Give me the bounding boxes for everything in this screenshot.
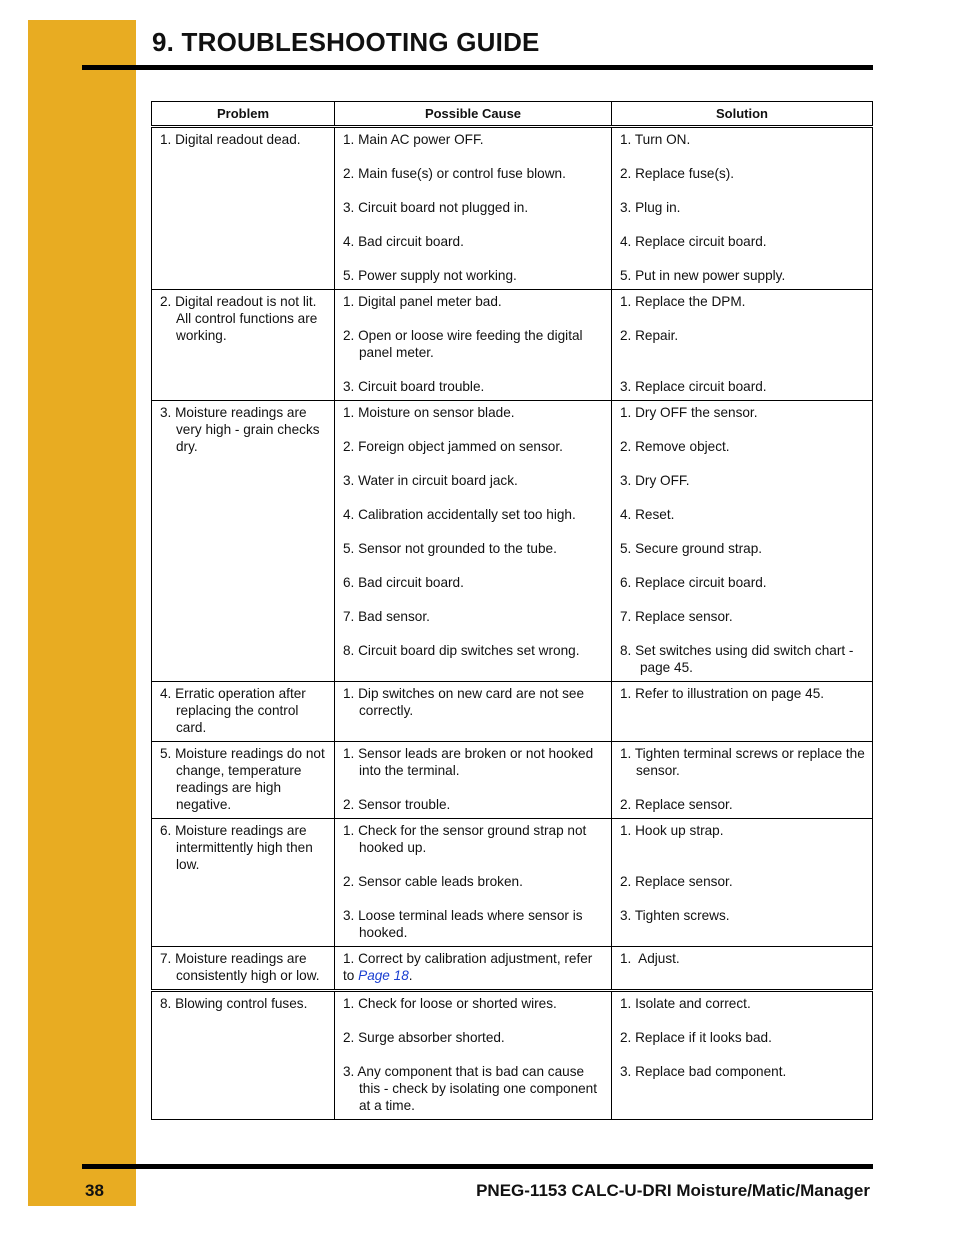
problem-cell [152, 742, 335, 819]
solution-item: 5. Put in new power supply. [620, 268, 786, 283]
solution-item: 2. Replace fuse(s). [620, 166, 735, 181]
solution-cell [612, 991, 873, 1120]
cause-item: 1. Digital panel meter bad. [343, 294, 502, 309]
problem-cell [152, 401, 335, 682]
cause-item: 4. Bad circuit board. [343, 234, 464, 249]
cause-item: 1. Main AC power OFF. [343, 132, 484, 147]
problem-text: 8. Blowing control fuses. [160, 996, 308, 1011]
cause-item: 3. Any component that is bad can cause this - check by isolating one component at a time. [343, 1064, 598, 1113]
solution-item: 3. Replace circuit board. [620, 379, 767, 394]
cause-item: 1. Dip switches on new card are not see correctly. [343, 686, 585, 718]
problem-cell [152, 991, 335, 1120]
cause-item: 3. Loose terminal leads where sensor is hooked. [343, 908, 583, 940]
cause-item: 3. Circuit board not plugged in. [343, 200, 529, 215]
solution-item: 1. Turn ON. [620, 132, 691, 147]
problem-text: 7. Moisture readings are consistently high or low. [160, 951, 320, 983]
cause-item: 1. Check for loose or shorted wires. [343, 996, 557, 1011]
cause-item: 1. Moisture on sensor blade. [343, 405, 515, 420]
cause-item: 7. Bad sensor. [343, 609, 430, 624]
solution-item: 1. Hook up strap. [620, 823, 724, 838]
solution-item: 3. Plug in. [620, 200, 681, 215]
cause-item: 8. Circuit board dip switches set wrong. [343, 643, 580, 658]
table-row [152, 947, 873, 991]
table-row [152, 682, 873, 742]
column-header-problem: Problem [152, 102, 335, 127]
solution-item: 4. Reset. [620, 507, 675, 522]
problem-cell [152, 819, 335, 947]
cause-item: 2. Surge absorber shorted. [343, 1030, 505, 1045]
solution-item: 8. Set switches using did switch chart - page 45. [620, 643, 854, 675]
solution-cell [612, 401, 873, 682]
solution-item: 5. Secure ground strap. [620, 541, 763, 556]
solution-item: 7. Replace sensor. [620, 609, 733, 624]
problem-text: 2. Digital readout is not lit. All control functions are working. [160, 294, 318, 343]
header-rule [82, 65, 873, 70]
side-color-bar [28, 20, 136, 1206]
cause-item: 2. Sensor cable leads broken. [343, 874, 523, 889]
solution-item: 1. Replace the DPM. [620, 294, 746, 309]
cause-item: 3. Water in circuit board jack. [343, 473, 518, 488]
column-header-cause: Possible Cause [335, 102, 612, 127]
cause-cell [335, 127, 612, 290]
cause-item: 2. Open or loose wire feeding the digital panel meter. [343, 328, 583, 360]
cause-cell [335, 947, 612, 991]
cause-item: 5. Sensor not grounded to the tube. [343, 541, 557, 556]
table-row [152, 401, 873, 682]
cause-item: 1. Sensor leads are broken or not hooked into the terminal. [343, 746, 594, 778]
cause-item: 2. Foreign object jammed on sensor. [343, 439, 563, 454]
cause-item: 5. Power supply not working. [343, 268, 517, 283]
solution-cell [612, 127, 873, 290]
cause-cell [335, 742, 612, 819]
solution-cell [612, 947, 873, 991]
solution-item: 1. Adjust. [620, 951, 680, 966]
problem-cell [152, 290, 335, 401]
solution-item: 1. Refer to illustration on page 45. [620, 686, 825, 701]
cause-item: 2. Main fuse(s) or control fuse blown. [343, 166, 566, 181]
table-row [152, 127, 873, 290]
problem-cell [152, 947, 335, 991]
cause-item: 2. Sensor trouble. [343, 797, 451, 812]
cause-item: 1. Check for the sensor ground strap not hooked up. [343, 823, 587, 855]
cause-item: 4. Calibration accidentally set too high. [343, 507, 576, 522]
solution-cell [612, 290, 873, 401]
solution-item: 3. Dry OFF. [620, 473, 690, 488]
solution-item: 2. Remove object. [620, 439, 730, 454]
solution-item: 2. Repair. [620, 328, 679, 343]
solution-item: 2. Replace if it looks bad. [620, 1030, 772, 1045]
solution-item: 6. Replace circuit board. [620, 575, 767, 590]
table-header-row [152, 102, 873, 127]
table-row [152, 742, 873, 819]
problem-text: 5. Moisture readings do not change, temperature readings are high negative. [160, 746, 325, 812]
solution-item: 2. Replace sensor. [620, 797, 733, 812]
cause-item: 6. Bad circuit board. [343, 575, 464, 590]
table-row [152, 819, 873, 947]
problem-text: 1. Digital readout dead. [160, 132, 301, 147]
cause-cell [335, 682, 612, 742]
solution-cell [612, 682, 873, 742]
page-link[interactable]: Page 18 [358, 968, 409, 983]
solution-item: 1. Dry OFF the sensor. [620, 405, 758, 420]
problem-cell [152, 127, 335, 290]
cause-cell [335, 819, 612, 947]
column-header-solution: Solution [612, 102, 873, 127]
problem-text: 6. Moisture readings are intermittently high then low. [160, 823, 313, 872]
troubleshooting-table [151, 101, 873, 1120]
solution-item: 2. Replace sensor. [620, 874, 733, 889]
solution-cell [612, 742, 873, 819]
page-number: 38 [85, 1181, 104, 1200]
problem-text: 3. Moisture readings are very high - grain checks dry. [160, 405, 320, 454]
cause-cell [335, 290, 612, 401]
cause-text: 1. Correct by calibration adjustment, refer to [343, 951, 593, 983]
solution-item: 3. Tighten screws. [620, 908, 730, 923]
solution-cell [612, 819, 873, 947]
solution-item: 1. Isolate and correct. [620, 996, 751, 1011]
cause-cell [335, 401, 612, 682]
solution-item: 1. Tighten terminal screws or replace the sensor. [620, 746, 865, 778]
problem-text: 4. Erratic operation after replacing the control card. [160, 686, 306, 735]
footer-rule [82, 1164, 873, 1169]
cause-item [343, 950, 605, 984]
solution-item: 3. Replace bad component. [620, 1064, 787, 1079]
page-title: 9. TROUBLESHOOTING GUIDE [152, 27, 540, 57]
cause-cell [335, 991, 612, 1120]
table-row [152, 290, 873, 401]
table-row [152, 991, 873, 1120]
cause-end: . [408, 968, 413, 983]
document-title: PNEG-1153 CALC-U-DRI Moisture/Matic/Manager [476, 1181, 870, 1200]
solution-item: 4. Replace circuit board. [620, 234, 767, 249]
problem-cell [152, 682, 335, 742]
cause-item: 3. Circuit board trouble. [343, 379, 485, 394]
